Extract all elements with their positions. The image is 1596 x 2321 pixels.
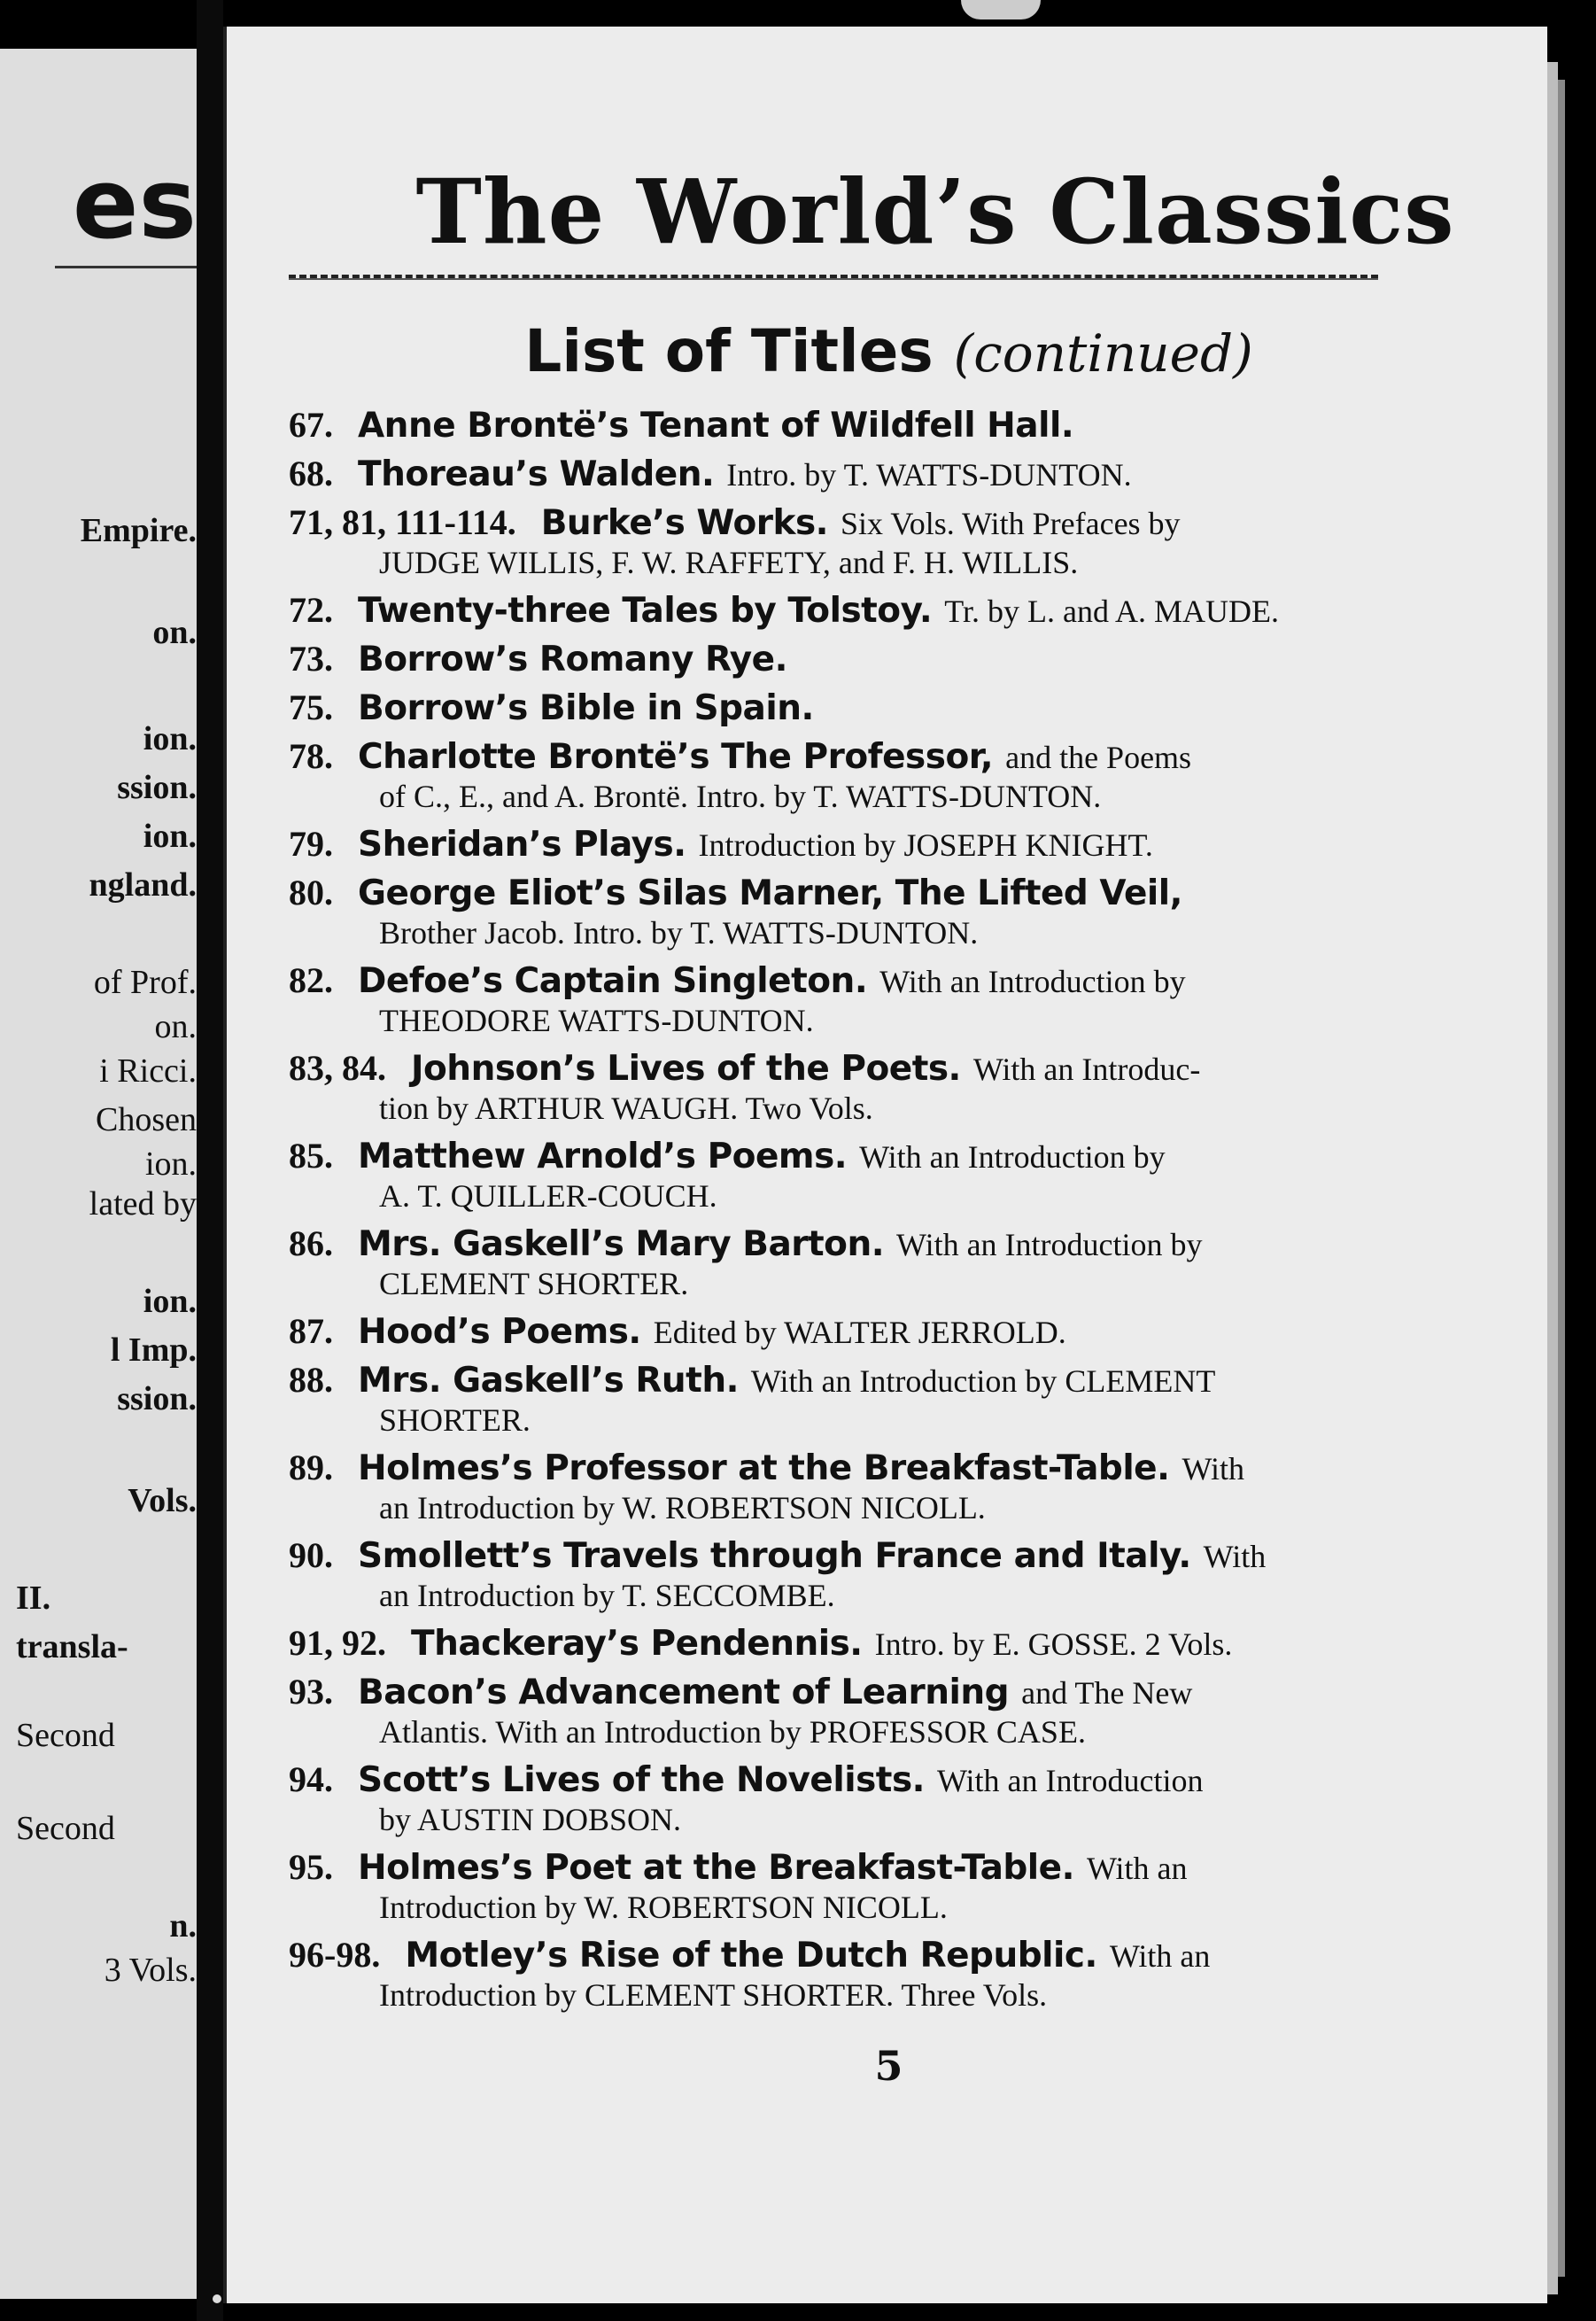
- facing-page-text: Empire.: [80, 512, 197, 549]
- entry-title: Smollett’s Travels through France and Italy.: [358, 1536, 1191, 1576]
- entry-title: Mrs. Gaskell’s Ruth.: [358, 1361, 739, 1401]
- entry-number: 72.: [289, 590, 333, 630]
- list-entry: [289, 588, 1387, 633]
- entry-number: 87.: [289, 1311, 333, 1351]
- entry-number: 90.: [289, 1535, 333, 1575]
- facing-page-text: II.: [16, 1580, 51, 1617]
- entry-title: Twenty-three Tales by Tolstoy.: [358, 591, 933, 631]
- entry-title: Sheridan’s Plays.: [358, 825, 686, 865]
- entry-title: Burke’s Works.: [540, 503, 828, 543]
- entry-number: 82.: [289, 960, 333, 1000]
- entry-continuation: Introduction by CLEMENT SHORTER. Three Vols.: [379, 1977, 1048, 2013]
- entry-title: Matthew Arnold’s Poems.: [358, 1137, 848, 1176]
- entry-note: and the Poems: [1005, 740, 1192, 775]
- entry-continuation: A. T. QUILLER-COUCH.: [379, 1178, 717, 1214]
- entry-note: With an: [1109, 1938, 1211, 1974]
- list-entry: [289, 734, 1387, 819]
- entry-continuation: tion by ARTHUR WAUGH. Two Vols.: [379, 1091, 873, 1126]
- entry-note: Intro. by E. GOSSE. 2 Vols.: [874, 1626, 1233, 1662]
- entry-title: Defoe’s Captain Singleton.: [358, 961, 868, 1001]
- facing-page-rule: [55, 266, 197, 268]
- entry-continuation: THEODORE WATTS-DUNTON.: [379, 1003, 814, 1038]
- entry-title: Hood’s Poems.: [358, 1312, 641, 1352]
- facing-page-text: n.: [169, 1907, 197, 1945]
- list-entry: [289, 1222, 1387, 1306]
- facing-page-text: on.: [152, 614, 197, 651]
- entry-note: Introduction by JOSEPH KNIGHT.: [698, 827, 1153, 863]
- list-entry: [289, 1533, 1387, 1618]
- entry-title: Thackeray’s Pendennis.: [411, 1624, 863, 1664]
- facing-page-text: l Imp.: [110, 1331, 197, 1369]
- facing-page-text: ion.: [144, 1145, 197, 1183]
- entry-number: 80.: [289, 873, 333, 912]
- entry-note: Six Vols. With Prefaces by: [841, 506, 1181, 541]
- entry-continuation: an Introduction by W. ROBERTSON NICOLL.: [379, 1490, 986, 1525]
- entry-title: Borrow’s Romany Rye.: [358, 640, 787, 679]
- entry-number: 86.: [289, 1223, 333, 1263]
- entry-title: George Eliot’s Silas Marner, The Lifted Veil,: [358, 873, 1182, 913]
- list-entry: [289, 403, 1387, 448]
- facing-page-text: lated by: [89, 1185, 197, 1223]
- list-entry: [289, 1845, 1387, 1929]
- list-entry: [289, 1621, 1387, 1666]
- entry-number: 88.: [289, 1360, 333, 1400]
- facing-page-text: ion.: [143, 1283, 197, 1320]
- entry-continuation: CLEMENT SHORTER.: [379, 1266, 689, 1301]
- page-number: 5: [874, 2042, 903, 2090]
- entry-title: Bacon’s Advancement of Learning: [358, 1673, 1010, 1712]
- facing-page-text: Chosen: [96, 1101, 197, 1138]
- entry-note: With an Introduction by: [859, 1139, 1166, 1175]
- title-list: [289, 403, 1387, 2021]
- entry-title: Mrs. Gaskell’s Mary Barton.: [358, 1224, 885, 1264]
- entry-note: With an Introduc-: [972, 1052, 1201, 1087]
- list-heading-continued: (continued): [953, 323, 1253, 384]
- entry-title: Charlotte Brontë’s The Professor,: [358, 737, 994, 777]
- list-entry: [289, 501, 1387, 585]
- header-rule-underline: [289, 278, 1378, 280]
- book-page: [223, 27, 1547, 2303]
- page-edge-shadow: [1558, 80, 1565, 2277]
- list-entry: [289, 686, 1387, 731]
- entry-continuation: JUDGE WILLIS, F. W. RAFFETY, and F. H. WILLIS.: [379, 545, 1079, 580]
- facing-page-text: transla-: [16, 1628, 128, 1665]
- entry-number: 89.: [289, 1448, 333, 1487]
- list-entry: [289, 1670, 1387, 1754]
- entry-note: With an Introduction: [936, 1763, 1204, 1798]
- facing-page-text: ion.: [143, 818, 197, 855]
- entry-note: With an: [1086, 1851, 1188, 1886]
- entry-continuation: an Introduction by T. SECCOMBE.: [379, 1578, 835, 1613]
- list-entry: [289, 1758, 1387, 1842]
- entry-note: Tr. by L. and A. MAUDE.: [944, 594, 1279, 629]
- list-entry: [289, 637, 1387, 682]
- entry-number: 93.: [289, 1672, 333, 1712]
- entry-note: Intro. by T. WATTS-DUNTON.: [726, 457, 1132, 493]
- entry-note: With an Introduction by CLEMENT: [750, 1363, 1216, 1399]
- entry-title: Anne Brontë’s Tenant of Wildfell Hall.: [358, 406, 1074, 446]
- entry-number: 68.: [289, 454, 333, 493]
- facing-page-text: i Ricci.: [99, 1052, 197, 1090]
- entry-title: Thoreau’s Walden.: [358, 454, 715, 494]
- list-entry: [289, 871, 1387, 955]
- entry-number: 95.: [289, 1847, 333, 1887]
- entry-note: With: [1182, 1451, 1244, 1487]
- entry-continuation: Atlantis. With an Introduction by PROFESSOR CASE.: [379, 1714, 1086, 1750]
- entry-number: 73.: [289, 639, 333, 679]
- entry-number: 79.: [289, 824, 333, 864]
- facing-page-text: ssion.: [117, 769, 197, 806]
- list-heading-main: List of Titles: [524, 317, 934, 385]
- entry-title: Borrow’s Bible in Spain.: [358, 688, 814, 728]
- entry-number: 71, 81, 111-114.: [289, 502, 516, 542]
- entry-note: With: [1203, 1539, 1267, 1574]
- entry-note: With an Introduction by: [896, 1227, 1203, 1262]
- entry-number: 96-98.: [289, 1935, 381, 1975]
- entry-number: 91, 92.: [289, 1623, 386, 1663]
- facing-page-text: ssion.: [117, 1380, 197, 1417]
- facing-page-text: es: [72, 147, 197, 260]
- entry-number: 75.: [289, 687, 333, 727]
- entry-number: 85.: [289, 1136, 333, 1176]
- entry-continuation: of C., E., and A. Brontë. Intro. by T. WATTS-DUNTON.: [379, 779, 1102, 814]
- facing-page-text: Second: [16, 1717, 115, 1754]
- list-entry: [289, 1446, 1387, 1530]
- list-entry: [289, 959, 1387, 1043]
- facing-page-text: Vols.: [128, 1482, 197, 1519]
- entry-title: Holmes’s Poet at the Breakfast-Table.: [358, 1848, 1074, 1888]
- entry-note: and The New: [1021, 1675, 1193, 1711]
- facing-page-text: on.: [154, 1008, 197, 1045]
- entry-continuation: Introduction by W. ROBERTSON NICOLL.: [379, 1890, 948, 1925]
- entry-continuation: SHORTER.: [379, 1402, 531, 1438]
- running-header: The World’s Classics: [415, 159, 1455, 264]
- entry-number: 94.: [289, 1759, 333, 1799]
- list-entry: [289, 452, 1387, 497]
- scan-mark: [961, 0, 1041, 19]
- entry-number: 67.: [289, 405, 333, 445]
- entry-note: Edited by WALTER JERROLD.: [653, 1315, 1066, 1350]
- facing-page-text: of Prof.: [93, 964, 197, 1001]
- facing-page-text: ion.: [143, 720, 197, 757]
- list-entry: [289, 1309, 1387, 1355]
- list-entry: [289, 822, 1387, 867]
- list-entry: [289, 1046, 1387, 1130]
- page-edge: [1547, 62, 1558, 2294]
- list-entry: [289, 1933, 1387, 2017]
- facing-page-text: Second: [16, 1810, 115, 1847]
- entry-note: With an Introduction by: [879, 964, 1186, 999]
- entry-title: Holmes’s Professor at the Breakfast-Table.: [358, 1448, 1170, 1488]
- facing-page-text: 3 Vols.: [104, 1952, 197, 1989]
- facing-page: [0, 49, 197, 2299]
- list-entry: [289, 1358, 1387, 1442]
- entry-continuation: Brother Jacob. Intro. by T. WATTS-DUNTON.: [379, 915, 979, 951]
- entry-continuation: by AUSTIN DOBSON.: [379, 1802, 682, 1837]
- book-gutter: [197, 0, 223, 2321]
- list-heading: [227, 317, 1551, 385]
- list-entry: [289, 1134, 1387, 1218]
- entry-number: 78.: [289, 736, 333, 776]
- entry-title: Johnson’s Lives of the Poets.: [411, 1049, 961, 1089]
- entry-title: Motley’s Rise of the Dutch Republic.: [405, 1936, 1097, 1976]
- entry-title: Scott’s Lives of the Novelists.: [358, 1760, 925, 1800]
- entry-number: 83, 84.: [289, 1048, 386, 1088]
- facing-page-text: ngland.: [89, 866, 197, 904]
- dust-speck: [213, 2294, 221, 2303]
